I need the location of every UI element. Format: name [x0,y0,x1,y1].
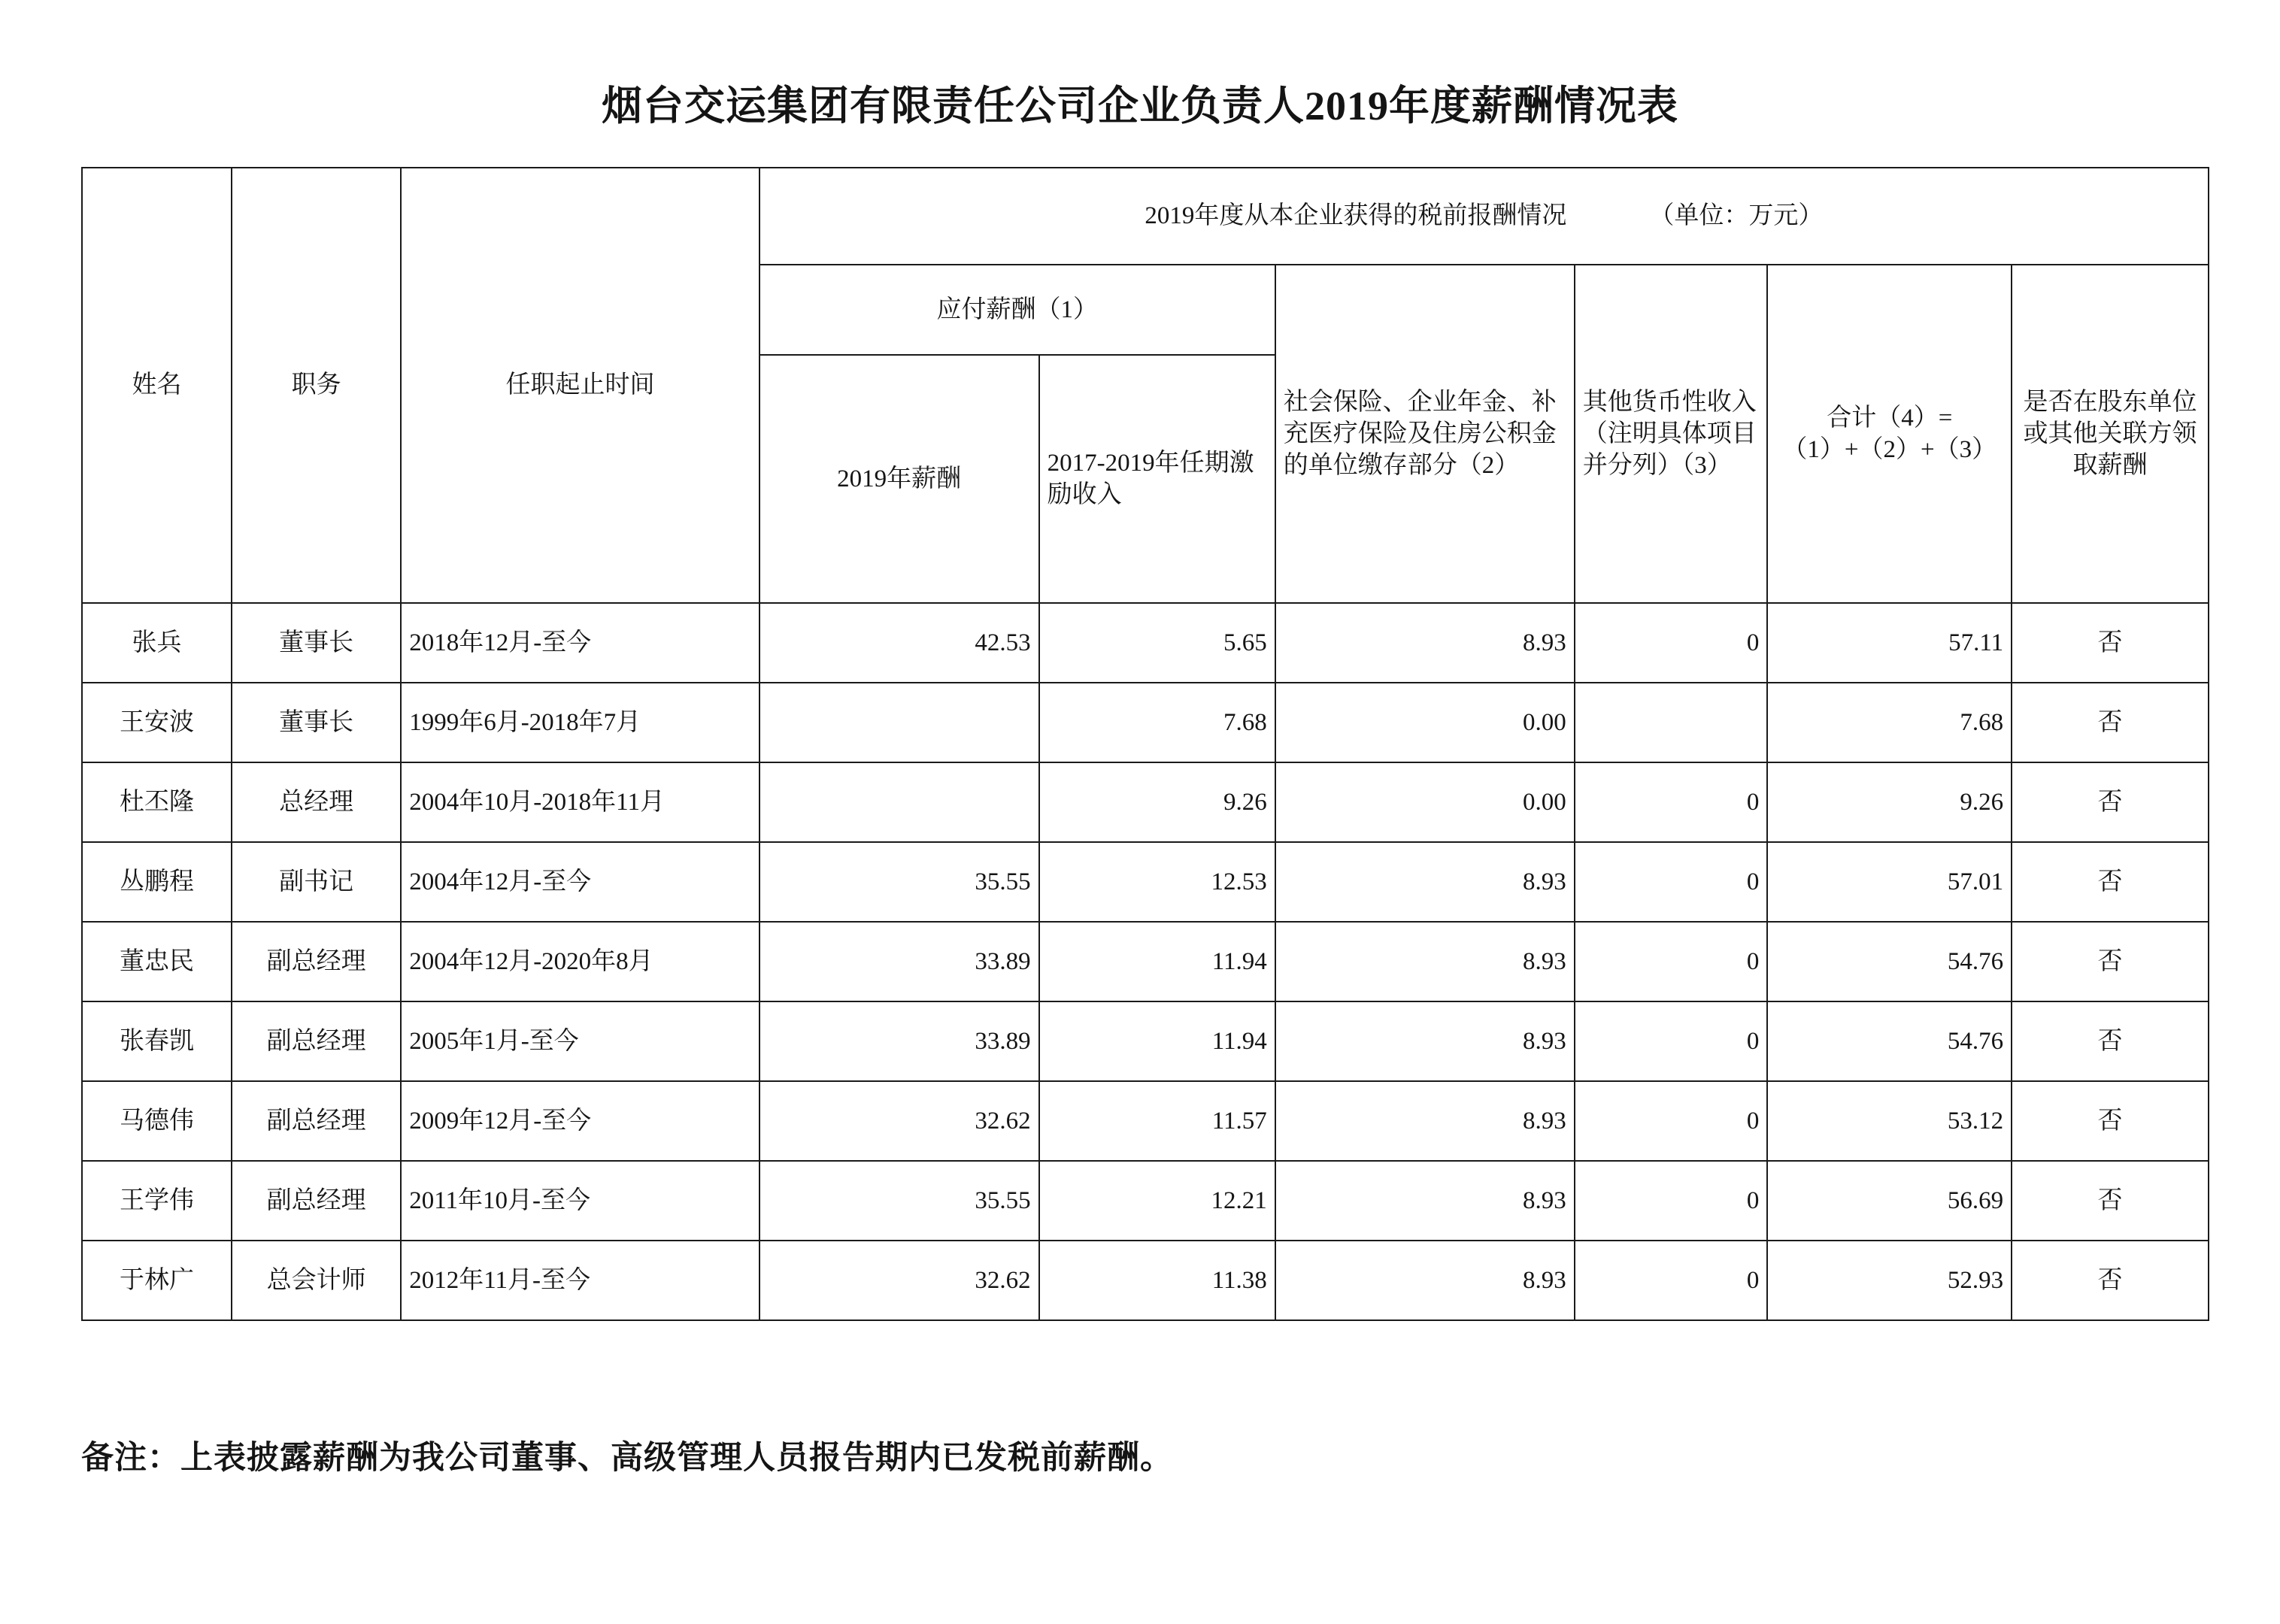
cell-pay-2019: 32.62 [759,1241,1039,1320]
cell-pay-2017-2019: 5.65 [1039,603,1275,683]
col-header-total: 合计（4）=（1）+（2）+（3） [1767,265,2012,603]
cell-name: 董忠民 [82,922,232,1001]
table-row [82,1001,2209,1081]
cell-name: 马德伟 [82,1081,232,1161]
table-row [82,1161,2209,1241]
cell-post: 董事长 [232,603,401,683]
cell-pay-2019 [759,683,1039,762]
cell-pay-2019: 32.62 [759,1081,1039,1161]
cell-pay-2017-2019: 12.53 [1039,842,1275,922]
cell-other: 0 [1575,603,1768,683]
cell-pay-2017-2019: 12.21 [1039,1161,1275,1241]
col-header-name: 姓名 [82,168,232,603]
cell-term: 2004年12月-至今 [401,842,759,922]
table-row [82,842,2209,922]
col-header-related: 是否在股东单位或其他关联方领取薪酬 [2012,265,2209,603]
cell-social: 8.93 [1275,842,1575,922]
table-row [82,683,2209,762]
table-row [82,922,2209,1001]
col-header-social: 社会保险、企业年金、补充医疗保险及住房公积金的单位缴存部分（2） [1275,265,1575,603]
cell-other: 0 [1575,762,1768,842]
col-header-post: 职务 [232,168,401,603]
cell-pay-2017-2019: 11.57 [1039,1081,1275,1161]
cell-related: 否 [2012,842,2209,922]
cell-related: 否 [2012,1081,2209,1161]
cell-other: 0 [1575,842,1768,922]
cell-total: 54.76 [1767,922,2012,1001]
cell-post: 董事长 [232,683,401,762]
cell-post: 副总经理 [232,1001,401,1081]
cell-social: 8.93 [1275,1241,1575,1320]
table-row [82,1081,2209,1161]
cell-total: 57.11 [1767,603,2012,683]
cell-term: 2012年11月-至今 [401,1241,759,1320]
cell-other: 0 [1575,1161,1768,1241]
cell-name: 于林广 [82,1241,232,1320]
cell-other: 0 [1575,1241,1768,1320]
cell-related: 否 [2012,922,2209,1001]
cell-pay-2017-2019: 11.94 [1039,922,1275,1001]
cell-related: 否 [2012,603,2209,683]
cell-pay-2019: 35.55 [759,1161,1039,1241]
cell-pay-2019: 35.55 [759,842,1039,922]
cell-other: 0 [1575,1001,1768,1081]
cell-term: 2004年10月-2018年11月 [401,762,759,842]
col-header-term: 任职起止时间 [401,168,759,603]
cell-other [1575,683,1768,762]
cell-name: 王安波 [82,683,232,762]
cell-pay-2019: 42.53 [759,603,1039,683]
salary-table [81,167,2209,1321]
col-header-banner [759,168,2209,265]
cell-total: 56.69 [1767,1161,2012,1241]
cell-other: 0 [1575,1081,1768,1161]
banner-unit-text: （单位：万元） [1649,202,1824,230]
col-header-pay-2017-2019: 2017-2019年任期激励收入 [1039,355,1275,603]
cell-social: 8.93 [1275,1081,1575,1161]
table-body [82,603,2209,1320]
cell-social: 8.93 [1275,1161,1575,1241]
cell-name: 丛鹏程 [82,842,232,922]
cell-term: 2011年10月-至今 [401,1161,759,1241]
cell-post: 副总经理 [232,1081,401,1161]
cell-post: 总经理 [232,762,401,842]
cell-pay-2017-2019: 7.68 [1039,683,1275,762]
col-header-pay-2019: 2019年薪酬 [759,355,1039,603]
cell-pay-2017-2019: 11.94 [1039,1001,1275,1081]
cell-term: 2018年12月-至今 [401,603,759,683]
cell-social: 8.93 [1275,1001,1575,1081]
banner-main-text: 2019年度从本企业获得的税前报酬情况 [1145,202,1567,230]
cell-pay-2019: 33.89 [759,922,1039,1001]
cell-post: 总会计师 [232,1241,401,1320]
table-row [82,603,2209,683]
header-banner-row [82,168,2209,265]
cell-social: 0.00 [1275,683,1575,762]
cell-name: 王学伟 [82,1161,232,1241]
cell-pay-2019 [759,762,1039,842]
cell-related: 否 [2012,683,2209,762]
cell-post: 副总经理 [232,922,401,1001]
cell-total: 54.76 [1767,1001,2012,1081]
cell-term: 2005年1月-至今 [401,1001,759,1081]
cell-other: 0 [1575,922,1768,1001]
cell-post: 副书记 [232,842,401,922]
cell-name: 张兵 [82,603,232,683]
cell-term: 2004年12月-2020年8月 [401,922,759,1001]
cell-total: 52.93 [1767,1241,2012,1320]
cell-name: 杜丕隆 [82,762,232,842]
col-header-other: 其他货币性收入（注明具体项目并分列）（3） [1575,265,1768,603]
col-header-payable-group: 应付薪酬（1） [759,265,1275,355]
cell-related: 否 [2012,762,2209,842]
cell-total: 9.26 [1767,762,2012,842]
table-row [82,1241,2209,1320]
cell-social: 0.00 [1275,762,1575,842]
cell-total: 57.01 [1767,842,2012,922]
cell-term: 1999年6月-2018年7月 [401,683,759,762]
cell-pay-2019: 33.89 [759,1001,1039,1081]
table-row [82,762,2209,842]
cell-total: 53.12 [1767,1081,2012,1161]
cell-total: 7.68 [1767,683,2012,762]
cell-post: 副总经理 [232,1161,401,1241]
cell-social: 8.93 [1275,603,1575,683]
cell-related: 否 [2012,1161,2209,1241]
cell-related: 否 [2012,1241,2209,1320]
cell-pay-2017-2019: 11.38 [1039,1241,1275,1320]
table-footnote: 备注：上表披露薪酬为我公司董事、高级管理人员报告期内已发税前薪酬。 [81,1441,1173,1476]
cell-name: 张春凯 [82,1001,232,1081]
table-header [82,168,2209,603]
cell-social: 8.93 [1275,922,1575,1001]
cell-term: 2009年12月-至今 [401,1081,759,1161]
cell-related: 否 [2012,1001,2209,1081]
cell-pay-2017-2019: 9.26 [1039,762,1275,842]
page-title: 烟台交运集团有限责任公司企业负责人2019年度薪酬情况表 [602,83,1678,129]
